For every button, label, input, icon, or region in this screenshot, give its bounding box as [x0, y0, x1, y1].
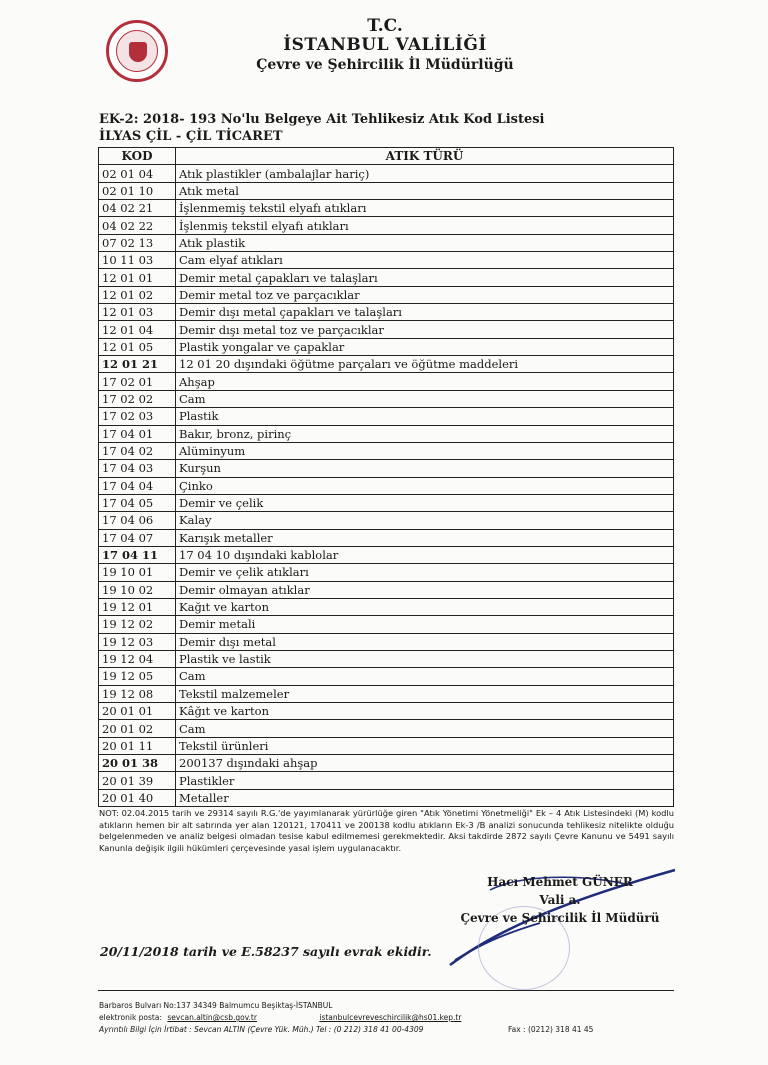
- table-row: [99, 529, 674, 546]
- footer-email-line: [99, 1013, 461, 1022]
- waste-type: Metaller: [176, 789, 674, 806]
- table-row: [99, 633, 674, 650]
- waste-code: 19 12 05: [99, 668, 176, 685]
- logo-seal-icon: [116, 30, 158, 72]
- table-row: [99, 338, 674, 355]
- table-row: [99, 460, 674, 477]
- table-row: [99, 304, 674, 321]
- footer-email-label: elektronik posta:: [99, 1013, 162, 1022]
- waste-code: 07 02 13: [99, 234, 176, 251]
- waste-type: Atık metal: [176, 182, 674, 199]
- waste-code: 19 12 04: [99, 650, 176, 667]
- footer-divider: [98, 990, 674, 991]
- waste-type: Ahşap: [176, 373, 674, 390]
- table-row: [99, 685, 674, 702]
- waste-type: Demir ve çelik atıkları: [176, 564, 674, 581]
- waste-type: Demir metal çapakları ve talaşları: [176, 269, 674, 286]
- table-row: [99, 581, 674, 598]
- table-row: [99, 390, 674, 407]
- column-header-code: KOD: [99, 148, 176, 165]
- waste-type: Plastik yongalar ve çapaklar: [176, 338, 674, 355]
- waste-code: 20 01 40: [99, 789, 176, 806]
- waste-code: 19 10 01: [99, 564, 176, 581]
- table-row: [99, 772, 674, 789]
- waste-type: Karışık metaller: [176, 529, 674, 546]
- waste-type: Çinko: [176, 477, 674, 494]
- waste-code: 02 01 10: [99, 182, 176, 199]
- table-row: [99, 442, 674, 459]
- waste-type: Atık plastik: [176, 234, 674, 251]
- footer-contact: Ayrıntılı Bilgi İçin İrtibat : Sevcan ALTIN (Çevre Yük. Müh.) Tel : (0 212) 318 41 00-4309: [99, 1025, 424, 1034]
- waste-code: 19 12 02: [99, 616, 176, 633]
- waste-type: Demir dışı metal çapakları ve talaşları: [176, 304, 674, 321]
- waste-code: 12 01 03: [99, 304, 176, 321]
- waste-code: 20 01 11: [99, 737, 176, 754]
- table-row: [99, 165, 674, 182]
- table-row: [99, 373, 674, 390]
- waste-type: Demir dışı metal toz ve parçacıklar: [176, 321, 674, 338]
- waste-code: 17 04 04: [99, 477, 176, 494]
- signer-name: Hacı Mehmet GÜNER: [487, 875, 633, 889]
- waste-type: İşlenmemiş tekstil elyafı atıkları: [176, 200, 674, 217]
- waste-type: Kalay: [176, 512, 674, 529]
- signer-title: Çevre ve Şehircilik İl Müdürü: [460, 911, 660, 925]
- table-row: [99, 217, 674, 234]
- table-row: [99, 737, 674, 754]
- waste-code: 20 01 39: [99, 772, 176, 789]
- footer-address: Barbaros Bulvarı No:137 34349 Balmumcu Beşiktaş-İSTANBUL: [99, 1001, 333, 1010]
- waste-type: 200137 dışındaki ahşap: [176, 755, 674, 772]
- table-row: [99, 182, 674, 199]
- waste-type: Cam: [176, 390, 674, 407]
- waste-code: 17 02 02: [99, 390, 176, 407]
- waste-type: Alüminyum: [176, 442, 674, 459]
- waste-code: 12 01 01: [99, 269, 176, 286]
- waste-code: 20 01 38: [99, 755, 176, 772]
- company-name: İLYAS ÇİL - ÇİL TİCARET: [99, 129, 283, 144]
- header-tc: T.C.: [367, 16, 403, 36]
- table-row: [99, 546, 674, 563]
- table-row: [99, 598, 674, 615]
- waste-code: 17 02 01: [99, 373, 176, 390]
- waste-code: 04 02 22: [99, 217, 176, 234]
- waste-type: 12 01 20 dışındaki öğütme parçaları ve öğütme maddeleri: [176, 356, 674, 373]
- footer-fax: Fax : (0212) 318 41 45: [508, 1025, 594, 1034]
- waste-type: Cam: [176, 668, 674, 685]
- waste-type: Demir ve çelik: [176, 494, 674, 511]
- ministry-logo: [106, 20, 168, 82]
- table-row: [99, 425, 674, 442]
- waste-type: Kurşun: [176, 460, 674, 477]
- waste-code: 02 01 04: [99, 165, 176, 182]
- waste-code: 19 10 02: [99, 581, 176, 598]
- column-header-type: ATIK TÜRÜ: [176, 148, 674, 165]
- footer-email[interactable]: sevcan.altin@csb.gov.tr: [167, 1013, 257, 1022]
- waste-code: 19 12 08: [99, 685, 176, 702]
- waste-code: 17 04 01: [99, 425, 176, 442]
- waste-code: 17 04 11: [99, 546, 176, 563]
- table-row: [99, 650, 674, 667]
- waste-type: Kâğıt ve karton: [176, 703, 674, 720]
- waste-type: Demir olmayan atıklar: [176, 581, 674, 598]
- waste-code: 12 01 21: [99, 356, 176, 373]
- table-row: [99, 286, 674, 303]
- waste-code: 04 02 21: [99, 200, 176, 217]
- table-row: [99, 512, 674, 529]
- table-row: [99, 616, 674, 633]
- table-row: [99, 408, 674, 425]
- waste-type: Demir metali: [176, 616, 674, 633]
- waste-type: Tekstil malzemeler: [176, 685, 674, 702]
- waste-type: Tekstil ürünleri: [176, 737, 674, 754]
- table-row: [99, 477, 674, 494]
- waste-code: 12 01 02: [99, 286, 176, 303]
- waste-type: Cam elyaf atıkları: [176, 252, 674, 269]
- header-directorate: Çevre ve Şehircilik İl Müdürlüğü: [256, 57, 514, 73]
- waste-code: 19 12 01: [99, 598, 176, 615]
- table-row: [99, 269, 674, 286]
- waste-type: Plastik: [176, 408, 674, 425]
- table-row: [99, 494, 674, 511]
- table-row: [99, 755, 674, 772]
- waste-type: İşlenmiş tekstil elyafı atıkları: [176, 217, 674, 234]
- waste-code: 17 04 03: [99, 460, 176, 477]
- waste-type: Demir metal toz ve parçacıklar: [176, 286, 674, 303]
- note-text: NOT: 02.04.2015 tarih ve 29314 sayılı R.G.'de yayımlanarak yürürlüğe giren "Atık Yönetimi Yönetmeliği" Ek – 4 Atık Listesindeki (M) kodlu atıkların hemen bir alt satırında yer alan 120121, 170411 ve 200138 kodlu atıkların Ek-3 /B analizi sonucunda tehlikesiz nitelikte olduğu belgelenmeden ve analiz belgesi olmadan tesise kabul edilmemesi gerekmektedir. Aksi takdirde 2872 sayılı Çevre Kanunu ve 5491 sayılı Kanunla değişik ilgili hükümleri çerçevesinde yasal işlem uygulanacaktır.: [99, 808, 674, 853]
- waste-code: 17 04 05: [99, 494, 176, 511]
- waste-code: 20 01 02: [99, 720, 176, 737]
- footer-kep[interactable]: istanbulcevreveschircilik@hs01.kep.tr: [319, 1013, 462, 1022]
- table-row: [99, 703, 674, 720]
- document-title: EK-2: 2018- 193 No'lu Belgeye Ait Tehlikesiz Atık Kod Listesi: [99, 112, 545, 127]
- signer-role: Vali a.: [539, 893, 581, 907]
- table-row: [99, 564, 674, 581]
- waste-type: Plastikler: [176, 772, 674, 789]
- table-row: [99, 252, 674, 269]
- waste-type: Demir dışı metal: [176, 633, 674, 650]
- waste-type: Bakır, bronz, pirinç: [176, 425, 674, 442]
- table-row: [99, 789, 674, 806]
- waste-type: 17 04 10 dışındaki kablolar: [176, 546, 674, 563]
- waste-code: 17 02 03: [99, 408, 176, 425]
- waste-code: 17 04 07: [99, 529, 176, 546]
- table-row: [99, 356, 674, 373]
- waste-code-table: [98, 147, 674, 807]
- header-governorship: İSTANBUL VALİLİĞİ: [283, 35, 487, 55]
- waste-code: 17 04 06: [99, 512, 176, 529]
- waste-code: 17 04 02: [99, 442, 176, 459]
- waste-code: 12 01 04: [99, 321, 176, 338]
- waste-code: 20 01 01: [99, 703, 176, 720]
- attachment-note: 20/11/2018 tarih ve E.58237 sayılı evrak ekidir.: [100, 944, 432, 959]
- waste-code: 10 11 03: [99, 252, 176, 269]
- waste-type: Kağıt ve karton: [176, 598, 674, 615]
- waste-type: Atık plastikler (ambalajlar hariç): [176, 165, 674, 182]
- table-row: [99, 200, 674, 217]
- waste-type: Cam: [176, 720, 674, 737]
- waste-code: 12 01 05: [99, 338, 176, 355]
- table-row: [99, 234, 674, 251]
- table-row: [99, 668, 674, 685]
- table-row: [99, 720, 674, 737]
- table-row: [99, 321, 674, 338]
- waste-code: 19 12 03: [99, 633, 176, 650]
- waste-type: Plastik ve lastik: [176, 650, 674, 667]
